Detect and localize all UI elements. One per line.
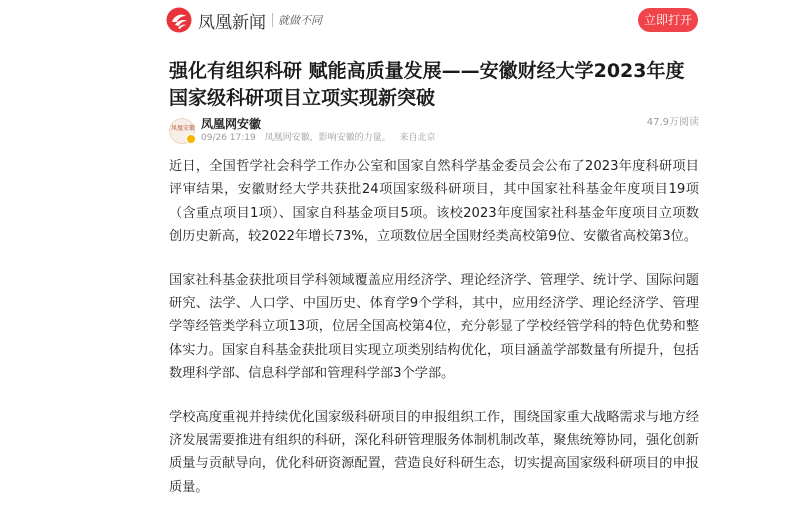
paragraph: 学校高度重视并持续优化国家级科研项目的申报组织工作，围绕国家重大战略需求与地方经济发展需要推进有组织的科研，深化科研管理服务体制机制改革，聚焦统筹协同，强化创新质量与贡献导向，优化科研资源配置，营造良好科研生态，切实提高国家级科研项目的申报质量。 [169, 409, 699, 495]
phoenix-logo-icon [166, 7, 192, 33]
article-column [155, 0, 703, 495]
logo-slogan: 就做不同 [278, 14, 322, 27]
verified-badge-icon [186, 134, 196, 144]
publish-date: 09/26 17:19 [201, 133, 256, 143]
author-name[interactable]: 凤凰网安徽 [201, 117, 262, 131]
logo-name: 凤凰新闻 [198, 12, 266, 33]
logo-divider [272, 13, 273, 27]
author-slogan: 凤凰网安徽，影响安徽的力量。 [264, 133, 391, 143]
avatar-text: 凤凰安徽 [170, 125, 195, 132]
article-body [169, 155, 699, 519]
open-app-button[interactable]: 立即打开 [638, 8, 698, 32]
article-title: 强化有组织科研 赋能高质量发展——安徽财经大学2023年度国家级科研项目立项实现新突破 [169, 60, 685, 109]
article-meta [201, 133, 442, 144]
app-logo[interactable] [166, 5, 322, 35]
read-count: 47.9万阅读 [646, 117, 699, 128]
top-bar [155, 0, 703, 40]
paragraph: 近日，全国哲学社会科学工作办公室和国家自然科学基金委员会公布了2023年度科研项目评审结果，安徽财经大学共获批24项国家级科研项目，其中国家社科基金年度项目19项（含重点项目1项）、国家自科基金项目5项。该校2023年度国家社科基金年度项目立项数创历史新高，较2022年增长73%，立项数位居全国财经类高校第9位、安徽省高校第3位。 [169, 159, 699, 245]
paragraph: 国家社科基金获批项目学科领域覆盖应用经济学、理论经济学、管理学、统计学、国际问题研究、法学、人口学、中国历史、体育学9个学科，其中，应用经济学、理论经济学、管理学等经管类学科立项13项，位居全国高校第4位，充分彰显了学校经管学科的特色优势和整体实力。国家自科基金获批项目实现立项类别结构优化，项目涵盖学部数量有所提升，包括数理科学部、信息科学部和管理科学部3个学部。 [169, 272, 699, 382]
author-info [169, 117, 699, 147]
source-location: 来自北京 [399, 133, 436, 143]
